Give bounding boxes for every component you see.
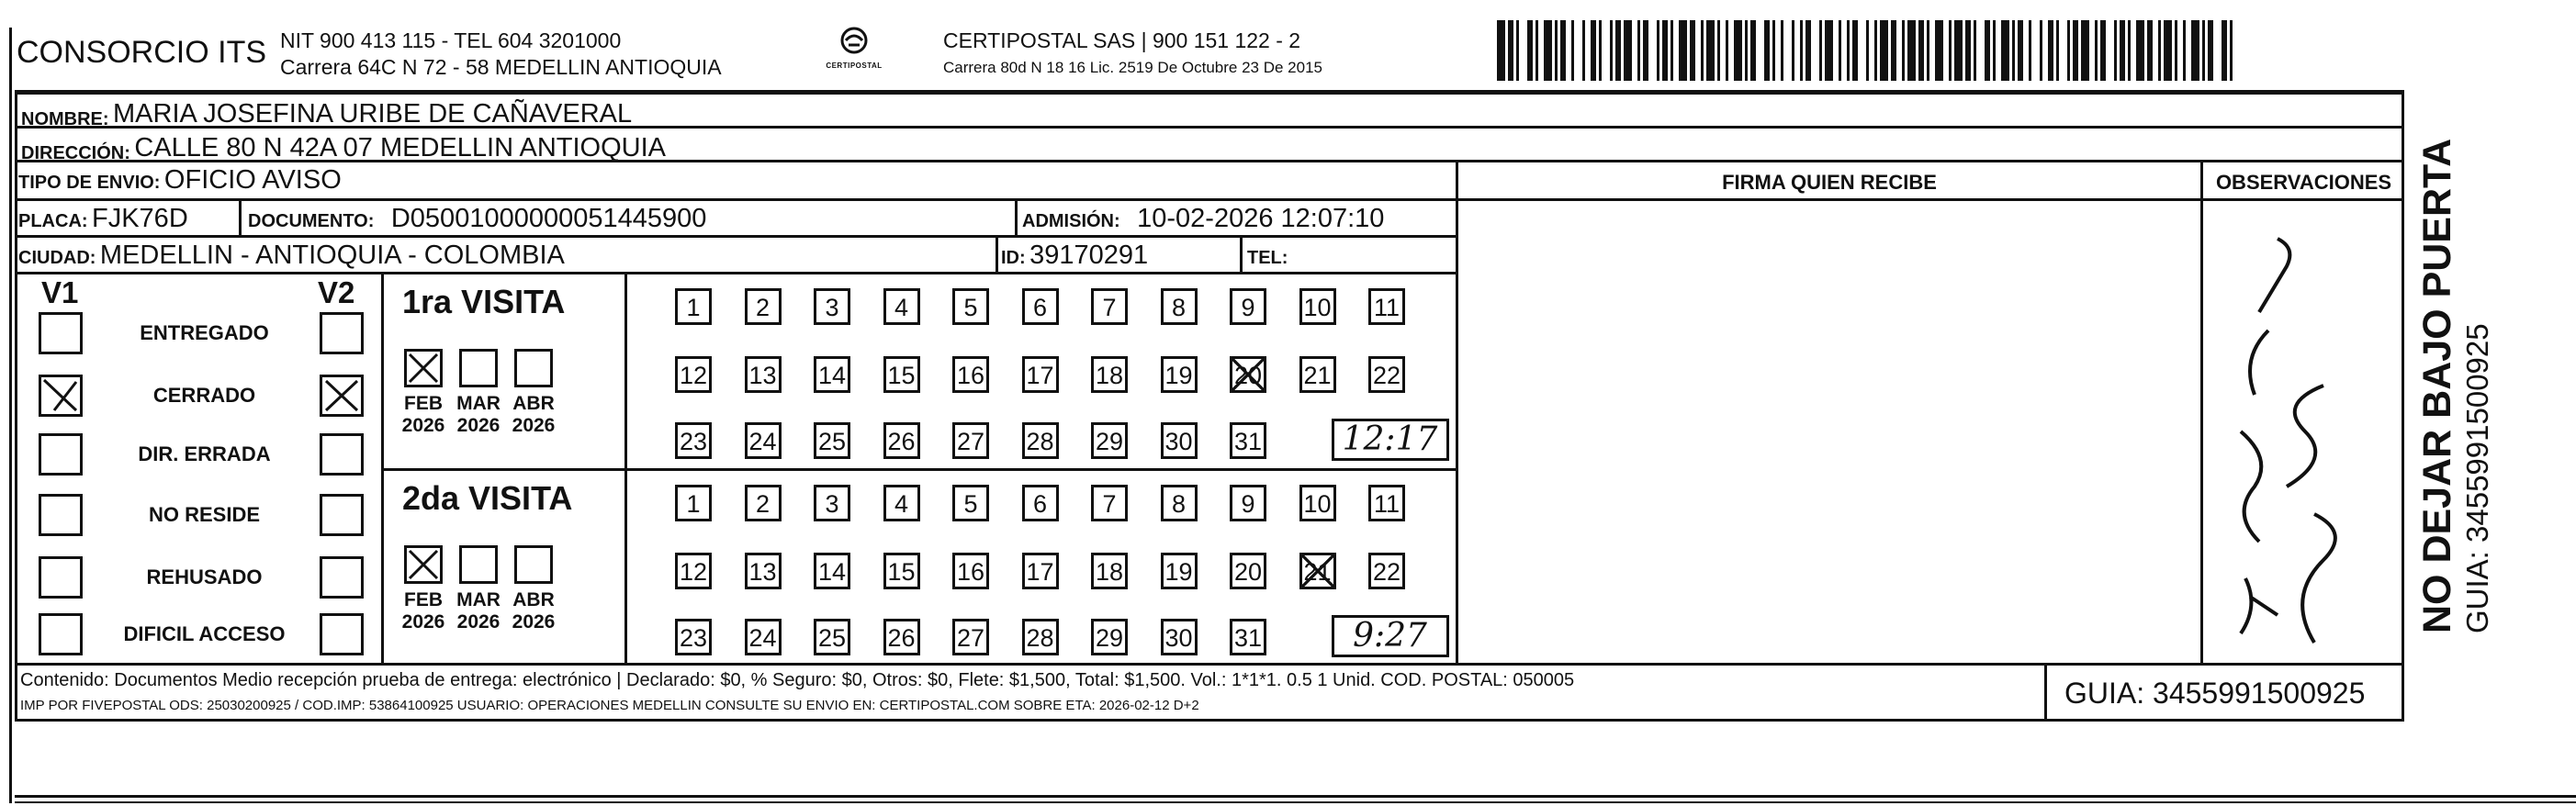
logo-icon [836,26,872,57]
visit-time-box[interactable]: 12:17 [1332,419,1449,461]
courier-license: Carrera 80d N 18 16 Lic. 2519 De Octubre 23 De 2015 [943,59,1322,76]
visit-time-box[interactable]: 9:27 [1332,615,1449,657]
tipo-value: OFICIO AVISO [163,165,342,195]
v1-header: V1 [41,275,79,309]
footer-guia: GUIA: 3455991500925 [2064,677,2366,710]
barcode-bar [2158,20,2161,81]
day-box[interactable]: 1 [675,485,712,521]
day-box[interactable]: 30 [1161,619,1198,655]
barcode-bar [1670,20,1673,81]
day-box[interactable]: 29 [1091,422,1128,459]
placa-label: PLACA: [18,211,88,231]
barcode-bar [2001,20,2009,81]
barcode-bar [1610,20,1613,81]
day-box[interactable]: 6 [1022,288,1059,325]
day-box[interactable]: 4 [883,288,920,325]
day-box[interactable]: 29 [1091,619,1128,655]
day-box[interactable]: 6 [1022,485,1059,521]
day-box[interactable]: 13 [745,356,782,393]
day-box[interactable]: 20 [1230,553,1266,589]
day-box[interactable]: 5 [952,288,989,325]
certipostal-logo: CERTIPOSTAL [822,26,886,70]
documento-label: DOCUMENTO: [248,211,375,231]
month-label: MAR 2026 [456,393,501,436]
ciudad-value: MEDELLIN - ANTIOQUIA - COLOMBIA [99,241,565,270]
divider [15,272,1458,274]
day-box[interactable]: 21 [1299,356,1336,393]
barcode-bar [1516,20,1519,81]
day-box[interactable]: 13 [745,553,782,589]
barcode-bar [2029,20,2031,81]
barcode-bar [2048,20,2053,81]
barcode-bar [2208,20,2213,81]
divider [15,198,1458,201]
barcode-bar [1800,20,1803,81]
id-value: 39170291 [1029,241,1149,270]
day-box[interactable]: 22 [1368,356,1405,393]
check-mark-icon [407,352,440,385]
barcode-bar [1918,20,1924,81]
barcode-bar [2222,20,2227,81]
row-nombre [15,92,2404,129]
barcode [1497,20,2232,81]
barcode-bar [1734,20,1742,81]
status-label: DIFICIL ACCESO [123,622,286,645]
barcode-bar [1560,20,1566,81]
ciudad [18,241,565,271]
checkbox-v2-0[interactable] [320,312,364,354]
footer-text [20,668,2041,718]
check-mark-icon [407,548,440,581]
nombre-label: NOMBRE: [21,109,109,129]
barcode-bar [1772,20,1775,81]
id-label: ID: [1001,248,1026,268]
barcode-bar [1750,20,1756,81]
visit-title: 2da VISITA [402,479,573,517]
documento-value: D05001000000051445900 [390,204,707,233]
direccion-value: CALLE 80 N 42A 07 MEDELLIN ANTIOQUIA [134,133,666,162]
day-box[interactable]: 7 [1091,485,1128,521]
barcode-bar [1662,20,1668,81]
checkbox-v1-2[interactable] [39,433,83,476]
month-label: MAR 2026 [456,589,501,632]
barcode-bar [1497,20,1505,81]
checkbox-v1-3[interactable] [39,494,83,536]
day-box[interactable]: 19 [1161,553,1198,589]
barcode-bar [1927,20,1929,81]
checkbox-v1-1[interactable] [39,375,83,417]
company-info [280,28,722,81]
checkbox-v1-5[interactable] [39,613,83,655]
month-checkbox[interactable] [514,545,553,584]
barcode-bar [1907,20,1916,81]
barcode-bar [2147,20,2153,81]
barcode-bar [1781,20,1783,81]
barcode-bar [1571,20,1574,81]
day-box[interactable]: 1 [675,288,712,325]
courier-nit: CERTIPOSTAL SAS | 900 151 122 - 2 [943,28,1301,52]
barcode-bar [1745,20,1748,81]
ciudad-label: CIUDAD: [18,248,96,268]
barcode-bar [2056,20,2059,81]
id-field [1001,241,1148,271]
admision-value: 10-02-2026 12:07:10 [1137,204,1385,233]
barcode-bar [1819,20,1822,81]
barcode-bar [2136,20,2144,81]
day-box[interactable]: 10 [1299,485,1336,521]
checkbox-v2-1[interactable] [320,375,364,417]
barcode-bar [1880,20,1888,81]
barcode-bar [2164,20,2172,81]
day-box[interactable]: 21 [1299,553,1336,589]
barcode-bar [1555,20,1558,81]
barcode-bar [2095,20,2098,81]
day-box[interactable]: 2 [745,485,782,521]
bottom-border [15,795,2576,798]
checkbox-v1-4[interactable] [39,556,83,599]
month-checkbox[interactable] [459,349,498,387]
barcode-bar [1825,20,1833,81]
barcode-bar [1902,20,1905,81]
day-box[interactable]: 15 [883,553,920,589]
barcode-bar [1847,20,1850,81]
barcode-bar [2183,20,2186,81]
day-box[interactable]: 7 [1091,288,1128,325]
barcode-bar [1624,20,1632,81]
tel-label: TEL: [1247,248,1288,268]
barcode-bar [1839,20,1841,81]
barcode-bar [1985,20,1990,81]
barcode-bar [1643,20,1648,81]
barcode-bar [2100,20,2106,81]
barcode-bar [1701,20,1704,81]
status-label: ENTREGADO [140,321,269,344]
divider [1240,235,1243,272]
day-box[interactable]: 23 [675,619,712,655]
page-left-border [9,28,12,803]
month-checkbox[interactable] [404,545,443,584]
day-box[interactable]: 15 [883,356,920,393]
day-box[interactable]: 8 [1161,288,1198,325]
barcode-bar [1599,20,1602,81]
barcode-bar [1954,20,1963,81]
checkbox-v1-0[interactable] [39,312,83,354]
barcode-bar [2175,20,2177,81]
month-label: FEB 2026 [401,393,445,436]
month-label: ABR 2026 [512,393,556,436]
barcode-bar [1637,20,1640,81]
barcode-bar [2018,20,2023,81]
month-checkbox[interactable] [404,349,443,387]
day-box[interactable]: 31 [1230,422,1266,459]
barcode-bar [1591,20,1596,81]
day-box[interactable]: 4 [883,485,920,521]
day-box[interactable]: 27 [952,619,989,655]
barcode-bar [1690,20,1695,81]
day-box[interactable]: 9 [1230,288,1266,325]
side-guia: GUIA: 3455991500925 [2460,323,2494,633]
month-label: ABR 2026 [512,589,556,632]
barcode-bar [1615,20,1621,81]
tel-field [1247,241,1288,271]
barcode-bar [2230,20,2233,81]
barcode-bar [2067,20,2070,81]
footer-print-info: IMP POR FIVEPOSTAL ODS: 25030200925 / COD.IMP: 53864100925 USUARIO: OPERACIONES MEDELLIN CONSULTE SU ENVIO EN: CERTIPOSTAL.COM SOBRE ETA: 2026-02-12 D+2 [20,698,1199,713]
day-box[interactable]: 8 [1161,485,1198,521]
day-box[interactable]: 20 [1230,356,1266,393]
barcode-bar [1717,20,1720,81]
day-box[interactable]: 25 [814,422,850,459]
checkbox-v2-2[interactable] [320,433,364,476]
barcode-bar [2012,20,2015,81]
month-label: FEB 2026 [401,589,445,632]
barcode-bar [1527,20,1533,81]
day-box[interactable]: 27 [952,422,989,459]
barcode-bar [1949,20,1952,81]
day-box[interactable]: 26 [883,422,920,459]
barcode-bar [1764,20,1770,81]
day-box[interactable]: 3 [814,288,850,325]
barcode-bar [1993,20,1996,81]
month-checkbox[interactable] [459,545,498,584]
barcode-bar [1657,20,1659,81]
day-box[interactable]: 5 [952,485,989,521]
day-box[interactable]: 11 [1368,485,1405,521]
barcode-bar [1935,20,1943,81]
day-box[interactable]: 10 [1299,288,1336,325]
divider [381,468,1457,471]
day-box[interactable]: 26 [883,619,920,655]
signature-scribble [2204,211,2402,661]
day-box[interactable]: 11 [1368,288,1405,325]
barcode-bar [1508,20,1513,81]
barcode-bar [2120,20,2125,81]
admision-label: ADMISIÓN: [1022,211,1120,231]
barcode-bar [1535,20,1538,81]
no-dejar-warning: NO DEJAR BAJO PUERTA [2415,138,2459,633]
divider [2200,160,2203,665]
company-name: CONSORCIO ITS [17,35,267,70]
barcode-bar [1805,20,1811,81]
barcode-bar [2073,20,2078,81]
barcode-bar [2128,20,2131,81]
day-box[interactable]: 9 [1230,485,1266,521]
courier-info [943,28,1322,81]
divider [1456,198,2404,201]
day-box[interactable]: 24 [745,619,782,655]
visit-title: 1ra VISITA [402,283,566,320]
divider [239,198,242,235]
placa-value: FJK76D [92,204,188,233]
checkbox-v2-4[interactable] [320,556,364,599]
day-box[interactable]: 16 [952,356,989,393]
barcode-bar [2081,20,2089,81]
barcode-bar [1874,20,1877,81]
barcode-bar [1679,20,1687,81]
status-label: REHUSADO [146,565,263,588]
month-checkbox[interactable] [514,349,553,387]
side-text [2415,119,2495,633]
status-label: CERRADO [152,384,256,407]
day-box[interactable]: 18 [1091,356,1128,393]
day-box[interactable]: 24 [745,422,782,459]
tipo-envio [18,165,342,196]
day-box[interactable]: 22 [1368,553,1405,589]
day-box[interactable]: 14 [814,553,850,589]
direccion-label: DIRECCIÓN: [21,143,130,163]
checkbox-v2-3[interactable] [320,494,364,536]
check-mark-icon [322,377,361,414]
barcode-bar [2040,20,2042,81]
day-box[interactable]: 17 [1022,356,1059,393]
observaciones-header: OBSERVACIONES [2215,171,2392,194]
barcode-bar [1974,20,1976,81]
tipo-label: TIPO DE ENVIO: [18,173,161,193]
status-label: DIR. ERRADA [138,442,271,465]
barcode-bar [1544,20,1552,81]
day-box[interactable]: 25 [814,619,850,655]
barcode-bar [1852,20,1858,81]
admision [1022,204,1384,234]
divider [996,235,998,272]
day-box[interactable]: 18 [1091,553,1128,589]
day-box[interactable]: 19 [1161,356,1198,393]
barcode-bar [2191,20,2199,81]
firma-header: FIRMA QUIEN RECIBE [1722,171,1937,194]
divider [1015,198,1018,235]
barcode-bar [1965,20,1971,81]
nombre-value: MARIA JOSEFINA URIBE DE CAÑAVERAL [113,99,633,129]
status-label: NO RESIDE [148,503,261,526]
day-box[interactable]: 12 [675,553,712,589]
day-box[interactable]: 23 [675,422,712,459]
barcode-bar [2202,20,2205,81]
barcode-bar [1726,20,1728,81]
check-mark-icon [41,377,80,414]
barcode-bar [1792,20,1794,81]
day-box[interactable]: 30 [1161,422,1198,459]
day-box[interactable]: 28 [1022,422,1059,459]
divider [1456,160,1458,665]
barcode-bar [1866,20,1869,81]
day-box[interactable]: 16 [952,553,989,589]
day-box[interactable]: 31 [1230,619,1266,655]
day-box[interactable]: 28 [1022,619,1059,655]
day-box[interactable]: 12 [675,356,712,393]
footer-content: Contenido: Documentos Medio recepción prueba de entrega: electrónico | Declarado: $0, % Seguro: $0, Otros: $0, Flete: $1,500, Total: $1,500. Vol.: 1*1*1. 0.5 1 Unid. COD. POSTAL: 050005 [20,670,1575,690]
day-box[interactable]: 17 [1022,553,1059,589]
bottom-border-shadow [15,801,2576,803]
row-direccion [15,126,2404,162]
barcode-bar [2114,20,2117,81]
barcode-bar [1891,20,1896,81]
placa [18,204,188,234]
company-nit: NIT 900 413 115 - TEL 604 3201000 [280,28,622,52]
day-box[interactable]: 3 [814,485,850,521]
day-box[interactable]: 14 [814,356,850,393]
day-box[interactable]: 2 [745,288,782,325]
barcode-bar [1582,20,1585,81]
barcode-bar [1706,20,1715,81]
documento [248,204,706,234]
divider [2044,663,2047,722]
v2-header: V2 [318,275,355,309]
company-address: Carrera 64C N 72 - 58 MEDELLIN ANTIOQUIA [280,55,722,79]
checkbox-v2-5[interactable] [320,613,364,655]
